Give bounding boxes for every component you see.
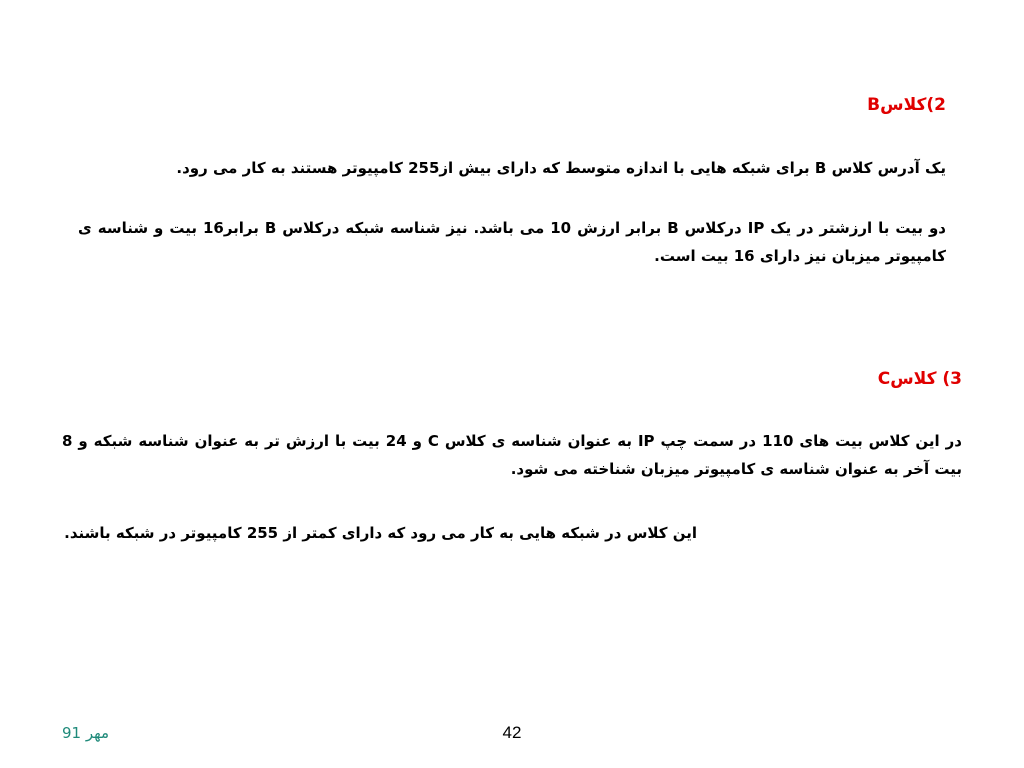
class-b-paragraph-1: یک آدرس کلاس B برای شبکه هایی با اندازه متوسط که دارای بیش از255 کامپیوتر هستند به کار می رود. <box>176 159 946 177</box>
footer-date: مهر 91 <box>62 724 110 742</box>
class-c-paragraph-1: در این کلاس بیت های 110 در سمت چپ IP به عنوان شناسه ی کلاس C و 24 بیت با ارزش تر به عنوان شناسه شبکه و 8 بیت آخر به عنوان شناسه ی کامپیوتر میزبان شناخته می شود. <box>62 432 962 478</box>
class-c-heading: 3) کلاسC <box>877 369 962 389</box>
page-number: 42 <box>502 723 522 742</box>
class-b-paragraph-2: دو بیت با ارزشتر در یک IP درکلاس B برابر ارزش 10 می باشد. نیز شناسه شبکه درکلاس B برابر16 بیت و شناسه ی کامپیوتر میزبان نیز دارای 16 بیت است. <box>78 219 946 265</box>
class-b-heading: 2)کلاسB <box>867 95 946 115</box>
class-c-paragraph-2: این کلاس در شبکه هایی به کار می رود که دارای کمتر از 255 کامپیوتر در شبکه باشند. <box>64 524 697 542</box>
